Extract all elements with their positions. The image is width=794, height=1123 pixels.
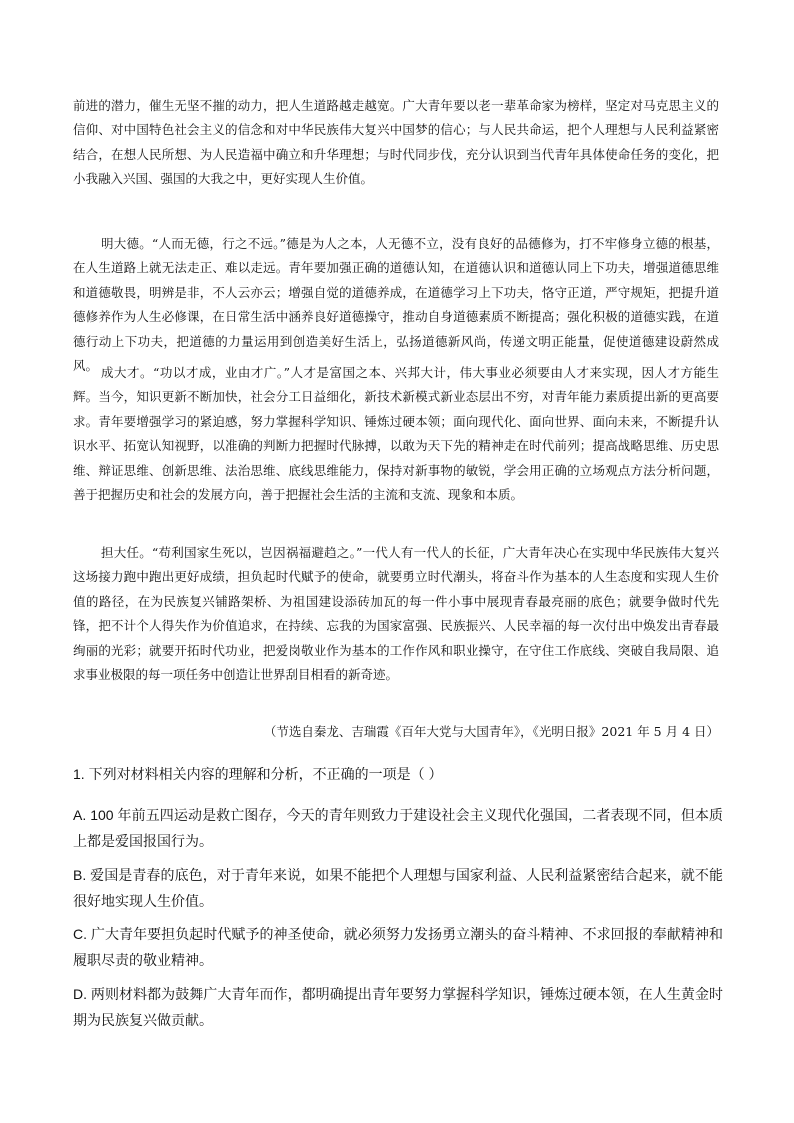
passage-paragraph-3: 成大才。“功以才成，业由才广。”人才是富国之本、兴邦大计，伟大事业必须要由人才来实现，因人才方能生辉。当今，知识更新不断加快，社会分工日益细化，新技术新模式新业态层出不穷，对青年能力素质提出新的更高要求。青年要增强学习的紧迫感，努力掌握科学知识、锤炼过硬本领；面向现代化、面向世界、面向未来，不断提升认识水平、拓宽认知视野，以准确的判断力把握时代脉搏，以敢为天下先的精神走在时代前列；提高战略思维、历史思维、辩证思维、创新思维、法治思维、底线思维能力，保持对新事物的敏锐，学会用正确的立场观点方法分析问题，善于把握历史和社会的发展方向，善于把握社会生活的主流和支流、现象和本质。: [73, 365, 719, 503]
passage-source: （节选自秦龙、吉瑞霞《百年大党与大国青年》，《光明日报》2021 年 5 月 4 日）: [263, 724, 719, 739]
passage-paragraph-4: 担大任。“苟利国家生死以，岂因祸福避趋之。”一代人有一代人的长征，广大青年决心在实现中华民族伟大复兴这场接力跑中跑出更好成绩，担负起时代赋予的使命，就要勇立时代潮头，将奋斗作为基本的人生态度和实现人生价值的路径，在为民族复兴铺路架桥、为祖国建设添砖加瓦的每一件小事中展现青春最亮丽的底色；就要争做时代先锋，把不计个人得失作为价值追求，在持续、忘我的为国家富强、民族振兴、人民幸福的每一次付出中焕发出青春最绚丽的光彩；就要开拓时代功业，把爱岗敬业作为基本的工作作风和职业操守，在守住工作底线、突破自我局限、追求事业极限的每一项任务中创造让世界刮目相看的新奇迹。: [73, 545, 719, 683]
passage-paragraph-1: 前进的潜力，催生无坚不摧的动力，把人生道路越走越宽。广大青年要以老一辈革命家为榜样，坚定对马克思主义的信仰、对中国特色社会主义的信念和对中华民族伟大复兴中国梦的信心；与人民共命运，把个人理想与人民利益紧密结合，在想人民所想、为人民造福中确立和升华理想；与时代同步伐，充分认识到当代青年具体使命任务的变化，把小我融入兴国、强国的大我之中，更好实现人生价值。: [73, 98, 719, 187]
option-c: C. 广大青年要担负起时代赋予的神圣使命，就必须努力发扬勇立潮头的奋斗精神、不求回报的奉献精神和履职尽责的敬业精神。: [73, 926, 723, 968]
option-d: D. 两则材料都为鼓舞广大青年而作，都明确提出青年要努力掌握科学知识，锤炼过硬本领，在人生黄金时期为民族复兴做贡献。: [73, 986, 723, 1028]
option-b: B. 爱国是青春的底色，对于青年来说，如果不能把个人理想与国家利益、人民利益紧密结合起来，就不能很好地实现人生价值。: [73, 867, 723, 909]
question-stem: 1. 下列对材料相关内容的理解和分析，不正确的一项是（ ）: [73, 766, 443, 782]
option-a: A. 100 年前五四运动是救亡图存，今天的青年则致力于建设社会主义现代化强国，二者表现不同，但本质上都是爱国报国行为。: [73, 807, 723, 849]
passage-paragraph-2: 明大德。“人而无德，行之不远。”德是为人之本，人无德不立，没有良好的品德修为，打不牢修身立德的根基，在人生道路上就无法走正、难以走远。青年要加强正确的道德认知，在道德认识和道德认同上下功夫，增强道德思维和道德敬畏，明辨是非，不人云亦云；增强自觉的道德养成，在道德学习上下功夫，恪守正道，严守规矩，把提升道德修养作为人生必修课，在日常生活中涵养良好道德操守，推动自身道德素质不断提高；强化积极的道德实践，在道德行动上下功夫，把道德的力量运用到创造美好生活上，弘扬道德新风尚，传递文明正能量，促使道德建设蔚然成风。: [73, 236, 719, 374]
